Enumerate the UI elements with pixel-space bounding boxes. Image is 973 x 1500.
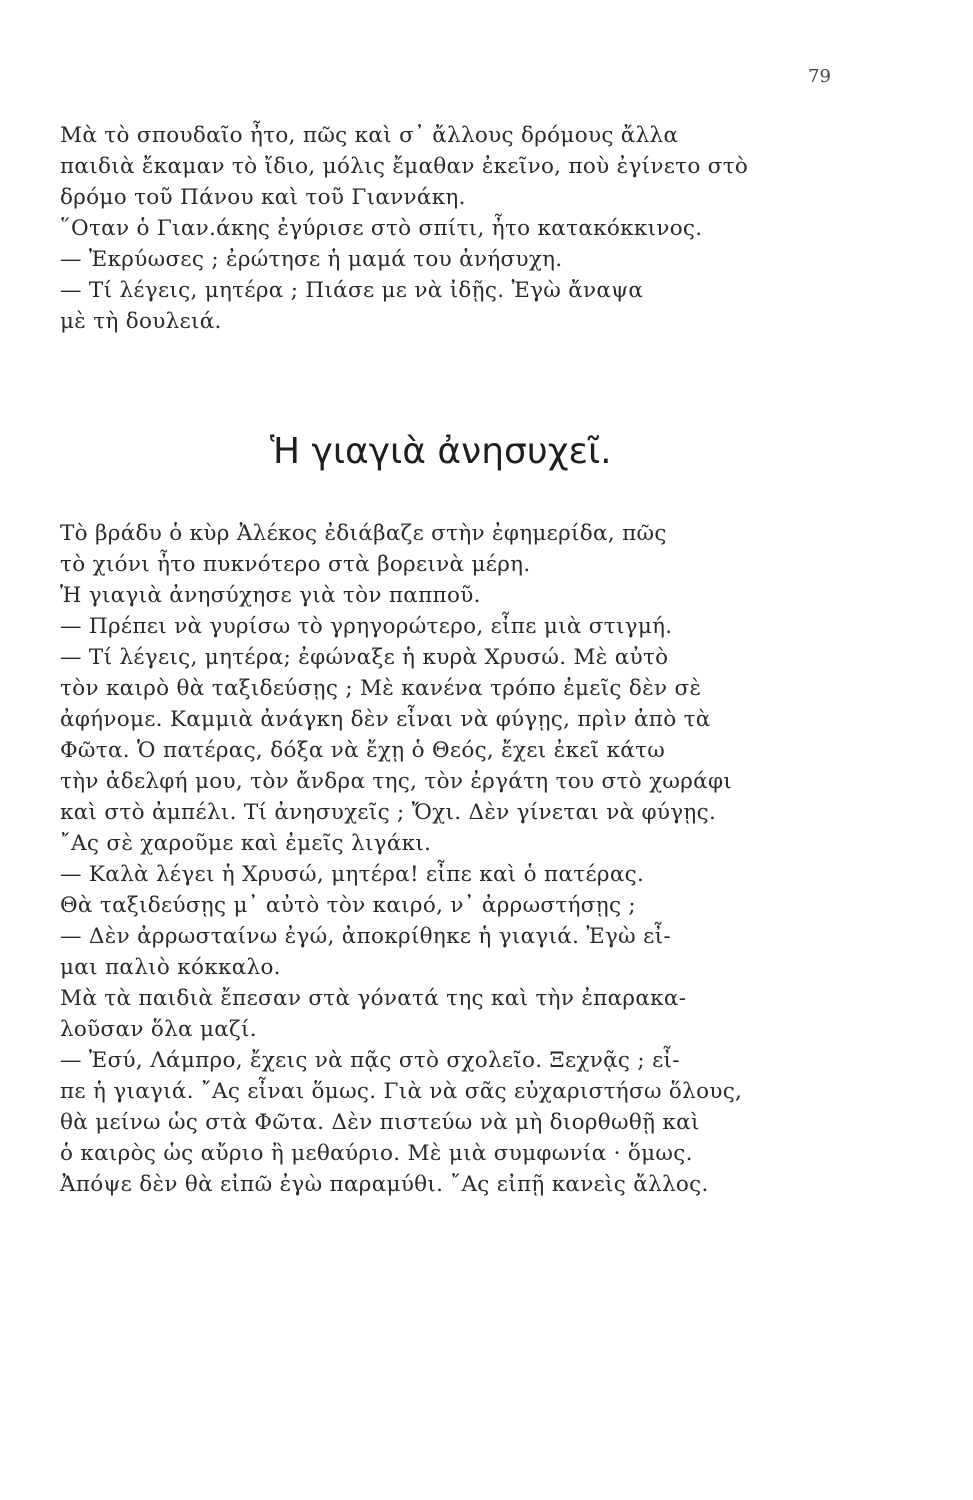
text-line: Ἡ γιαγιὰ ἀνησύχησε γιὰ τὸν παπποῦ. <box>60 583 481 608</box>
text-line: τὸν καιρὸ θὰ ταξιδεύσῃς ; Μὲ κανένα τρόπο ἐμεῖς δὲν σὲ <box>60 676 702 701</box>
text-line: — Πρέπει νὰ γυρίσω τὸ γρηγορώτερο, εἶπε μιὰ στιγμή. <box>60 614 673 639</box>
text-line: μαι παλιὸ κόκκαλο. <box>60 955 281 980</box>
page-number: 79 <box>808 66 831 87</box>
text-line: ὁ καιρὸς ὡς αὔριο ἢ μεθαύριο. Μὲ μιὰ συμφωνία · ὅμως. <box>60 1141 693 1166</box>
text-line: θὰ μείνω ὡς στὰ Φῶτα. Δὲν πιστεύω νὰ μὴ διορθωθῇ καὶ <box>60 1110 700 1135</box>
text-line: Ἀπόψε δὲν θὰ εἰπῶ ἐγὼ παραμύθι. ῎Ας εἰπῇ κανεὶς ἄλλος. <box>60 1172 709 1197</box>
text-line: λοῦσαν ὅλα μαζί. <box>60 1017 257 1042</box>
text-line: — Ἐκρύωσες ; ἐρώτησε ἡ μαμά του ἀνήσυχη. <box>60 247 563 272</box>
text-block-bottom <box>60 518 880 1200</box>
text-line: τὴν ἀδελφή μου, τὸν ἄνδρα της, τὸν ἐργάτη του στὸ χωράφι <box>60 769 733 794</box>
text-line: Θὰ ταξιδεύσῃς μ᾽ αὐτὸ τὸν καιρό, ν᾽ ἀρρωστήσῃς ; <box>60 893 636 918</box>
text-line: Φῶτα. Ὁ πατέρας, δόξα νὰ ἔχῃ ὁ Θεός, ἔχει ἐκεῖ κάτω <box>60 738 666 763</box>
text-line: ῞Οταν ὁ Γιαν.άκης ἐγύρισε στὸ σπίτι, ἦτο κατακόκκινος. <box>60 216 703 241</box>
text-line: — Καλὰ λέγει ἡ Χρυσώ, μητέρα! εἶπε καὶ ὁ πατέρας. <box>60 862 645 887</box>
text-line: — Ἐσύ, Λάμπρο, ἔχεις νὰ πᾷς στὸ σχολεῖο. Ξεχνᾷς ; εἶ- <box>60 1048 680 1073</box>
text-line: καὶ στὸ ἀμπέλι. Τί ἀνησυχεῖς ; Ὄχι. Δὲν γίνεται νὰ φύγῃς. <box>60 800 717 825</box>
text-line: — Τί λέγεις, μητέρα; ἐφώναξε ἡ κυρὰ Χρυσώ. Μὲ αὐτὸ <box>60 645 669 670</box>
text-line: μὲ τὴ δουλειά. <box>60 309 222 334</box>
text-line: τὸ χιόνι ἦτο πυκνότερο στὰ βορεινὰ μέρη. <box>60 552 531 577</box>
text-line: Μὰ τὰ παιδιὰ ἔπεσαν στὰ γόνατά της καὶ τὴν ἐπαρακα- <box>60 986 687 1011</box>
text-line: παιδιὰ ἔκαμαν τὸ ἴδιο, μόλις ἔμαθαν ἐκεῖνο, ποὺ ἐγίνετο στὸ <box>60 154 749 179</box>
text-block-top <box>60 120 880 337</box>
text-line: ῎Ας σὲ χαροῦμε καὶ ἐμεῖς λιγάκι. <box>60 831 432 856</box>
text-line: — Τί λέγεις, μητέρα ; Πιάσε με νὰ ἰδῇς. Ἐγὼ ἄναψα <box>60 278 644 303</box>
text-line: Τὸ βράδυ ὁ κὺρ Ἀλέκος ἐδιάβαζε στὴν ἐφημερίδα, πῶς <box>60 521 667 546</box>
text-line: — Δὲν ἀρρωσταίνω ἐγώ, ἀποκρίθηκε ἡ γιαγιά. Ἐγὼ εἶ- <box>60 924 671 949</box>
text-line: πε ἡ γιαγιά. ῎Ας εἶναι ὅμως. Γιὰ νὰ σᾶς εὐχαριστήσω ὅλους, <box>60 1079 743 1104</box>
text-line: δρόμο τοῦ Πάνου καὶ τοῦ Γιαννάκη. <box>60 185 466 210</box>
text-line: ἀφήνομε. Καμμιὰ ἀνάγκη δὲν εἶναι νὰ φύγῃς, πρὶν ἀπὸ τὰ <box>60 707 711 732</box>
text-line: Μὰ τὸ σπουδαῖο ἦτο, πῶς καὶ σ᾽ ἄλλους δρόμους ἄλλα <box>60 123 679 148</box>
section-heading: Ἡ γιαγιὰ ἀνησυχεῖ. <box>270 431 612 472</box>
